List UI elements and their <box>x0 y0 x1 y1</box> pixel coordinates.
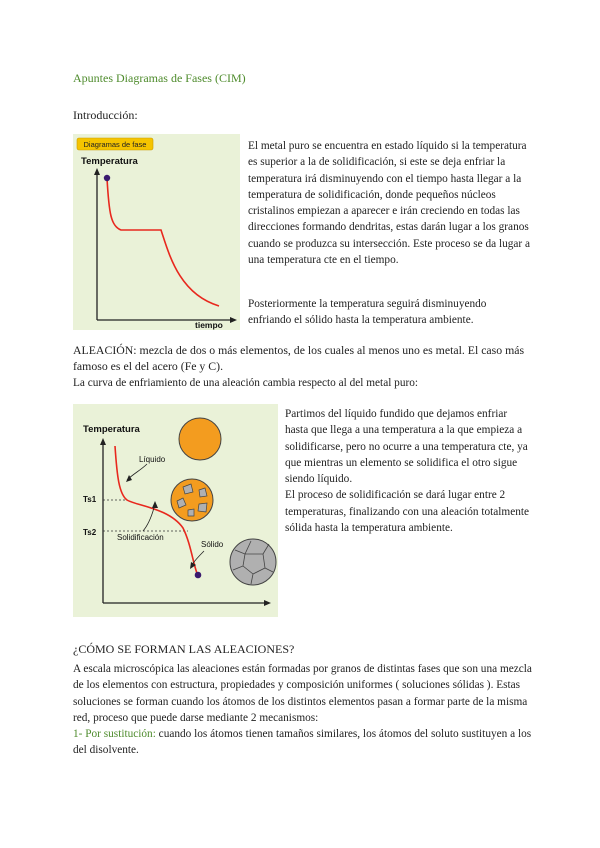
ts2-label: Ts2 <box>83 528 97 537</box>
y-axis-arrow-icon <box>94 168 100 175</box>
y-axis-arrow-icon <box>100 438 106 445</box>
liquid-state-circle <box>179 418 221 460</box>
x-axis-arrow-icon <box>230 317 237 323</box>
page-title: Apuntes Diagramas de Fases (CIM) <box>73 71 246 85</box>
figure-badge: Diagramas de fase <box>83 140 147 149</box>
y-axis-label: Temperatura <box>81 156 138 167</box>
x-axis-arrow-icon <box>264 600 271 606</box>
cooling-curve <box>107 178 219 306</box>
mechanism-1 <box>73 726 533 759</box>
aleacion-definition: ALEACIÓN: mezcla de dos o más elementos, de los cuales al menos uno es metal. El caso más famoso es el del acero (Fe y C). <box>73 343 525 374</box>
grain-shape <box>188 509 194 516</box>
pure-metal-cooling-chart <box>73 134 240 330</box>
alloy-formation-block <box>73 661 533 759</box>
alloy-cooling-figure <box>73 404 278 617</box>
paragraph-cooling: Posteriormente la temperatura seguirá disminuyendo enfriando el sólido hasta la temperatura ambiente. <box>248 298 487 327</box>
solidificacion-arrow-icon <box>152 501 158 508</box>
mechanism-1-label: 1- Por sustitución: <box>73 728 156 741</box>
intro-heading: Introducción: <box>73 108 138 122</box>
paragraph-formation: A escala microscópica las aleaciones están formadas por granos de distintas fases que son una mezcla de los elementos con estructura, propiedades y composición uniformes ( soluciones sólidas ). Estas soluciones se forman cuando los átomos de los distintos elementos pasan a formar parte de la misma red, proceso que puede darse mediante 2 mecanismos: <box>73 663 532 724</box>
end-point <box>195 572 202 579</box>
ts1-label: Ts1 <box>83 495 97 504</box>
solidificacion-label: Solidificación <box>117 533 164 542</box>
start-point <box>104 175 110 181</box>
liquido-label: Líquido <box>139 455 166 464</box>
mechanism-1-text: cuando los átomos tienen tamaños similares, los átomos del soluto sustituyen a los del disolvente. <box>73 728 532 757</box>
alloy-cooling-chart <box>73 404 278 617</box>
aleacion-curve-intro: La curva de enfriamiento de una aleación cambia respecto al del metal puro: <box>73 376 419 389</box>
paragraph-alloy-start: Partimos del líquido fundido que dejamos enfriar hasta que llega a una temperatura a la que empieza a solidificarse, pero no ocurre a una temperatura cte, ya que mientras un elemento se solidifica el otro sigue siendo líquido. <box>285 408 528 486</box>
section-heading: ¿CÓMO SE FORMAN LAS ALEACIONES? <box>73 642 295 656</box>
solido-label: Sólido <box>201 540 224 549</box>
aleacion-block <box>73 342 533 391</box>
alloy-explanation <box>285 406 533 536</box>
grain-shape <box>198 503 207 512</box>
paragraph-alloy-end: El proceso de solidificación se dará lugar entre 2 temperaturas, finalizando con una aleación totalmente sólida hasta la temperatura ambiente. <box>285 489 530 535</box>
x-axis-label: tiempo <box>195 320 223 330</box>
paragraph-pure-metal: El metal puro se encuentra en estado líquido si la temperatura es superior a la de solidificación, si este se deja enfriar la temperatura irá disminuyendo con el tiempo hasta llegar a la temperatura de solidificación, donde pequeños núcleos cristalinos empiezan a aparecer e irán creciendo en todas las direcciones formando dendritas, estas darán lugar a los granos cuando se produzca su intersección. Este proceso se da lugar a una temperatura cte en el tiempo. <box>248 140 530 267</box>
solid-state-circle <box>230 539 276 585</box>
pure-metal-cooling-figure <box>73 134 240 330</box>
y-axis-label: Temperatura <box>83 424 140 435</box>
